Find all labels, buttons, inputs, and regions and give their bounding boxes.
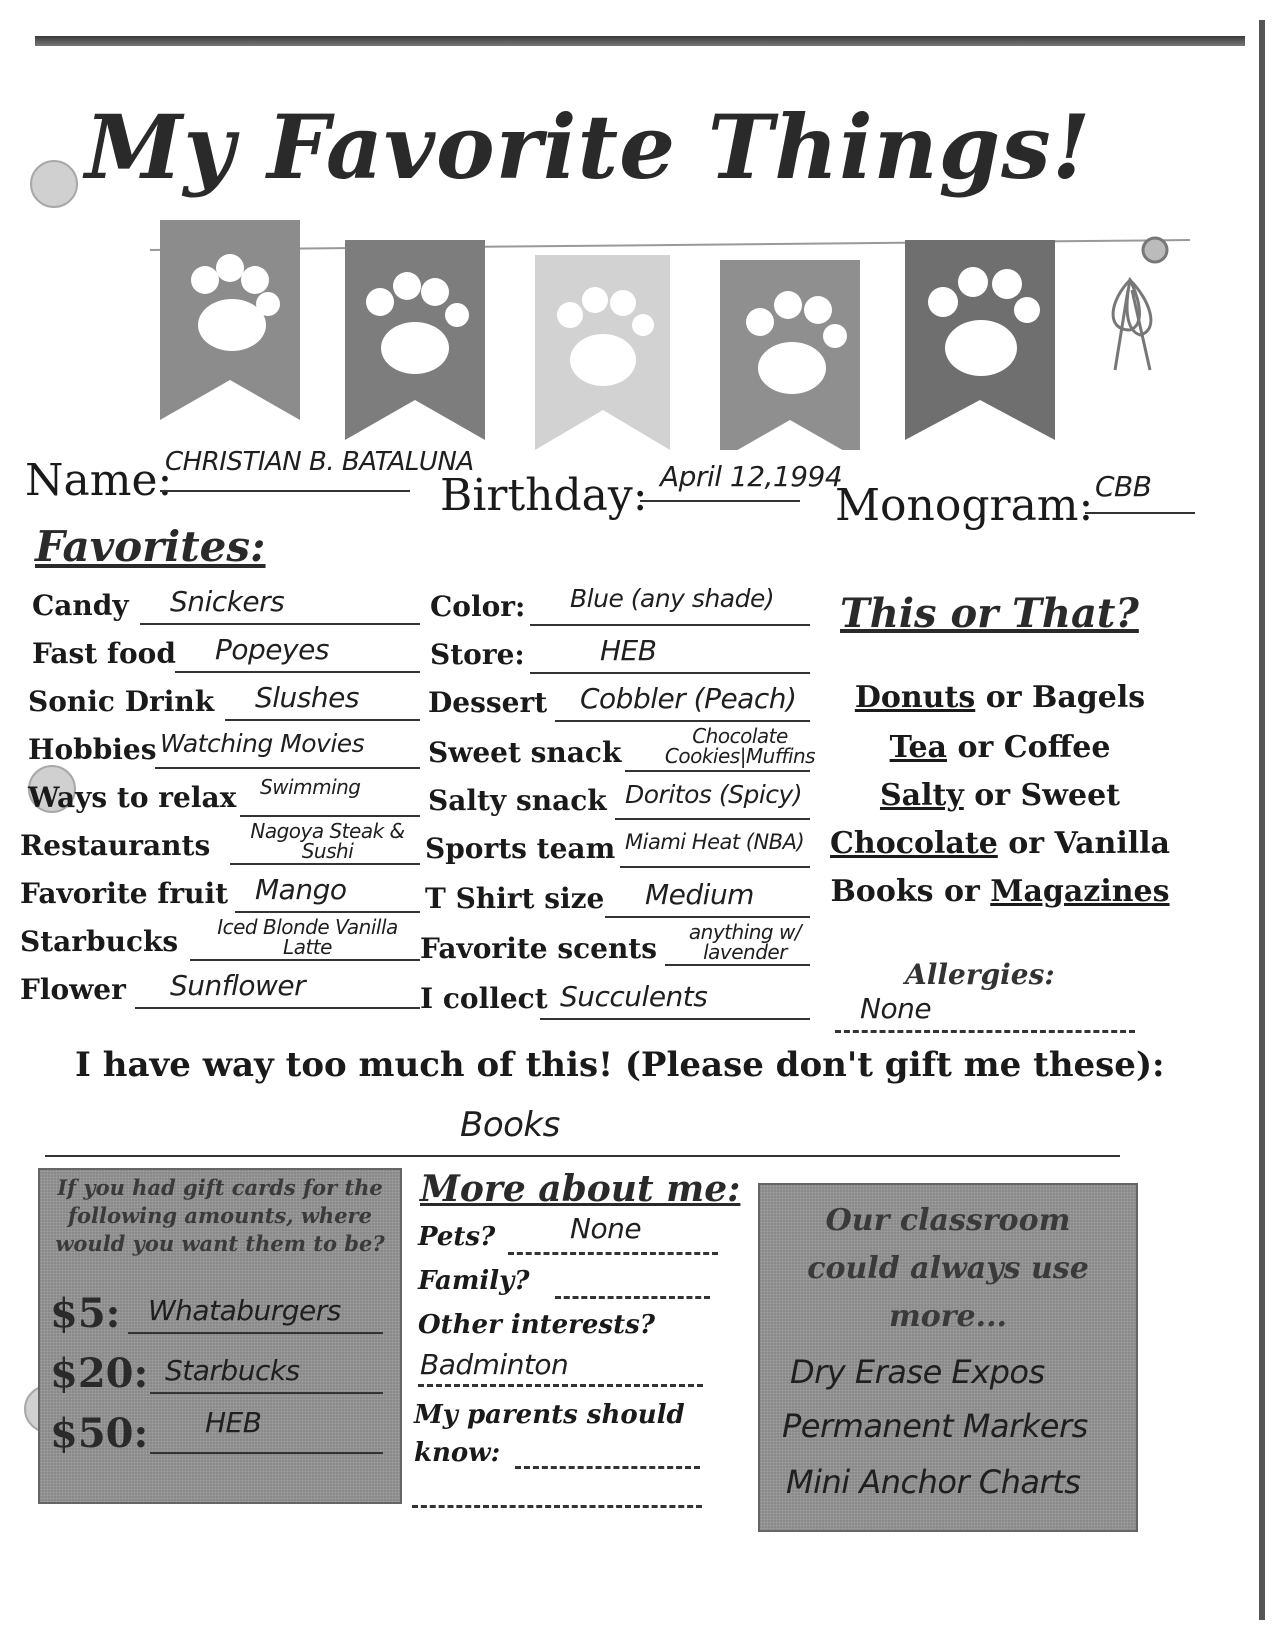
fav-value-scents[interactable]: anything w/ lavender <box>688 920 802 964</box>
choice-coffee[interactable]: Coffee <box>1003 730 1111 765</box>
pair-salty-sweet: Salty or Sweet <box>879 778 1121 813</box>
fav-value-fruit[interactable]: Mango <box>255 873 347 906</box>
fav-line-starbucks <box>190 959 420 961</box>
monogram-underline <box>1085 512 1195 514</box>
fav-line-fastfood <box>175 671 420 673</box>
gift-value-20[interactable]: Starbucks <box>165 1354 300 1387</box>
classroom-item-3[interactable]: Mini Anchor Charts <box>786 1463 1081 1501</box>
classroom-box <box>758 1183 1138 1532</box>
paw-pennant-2 <box>345 240 485 440</box>
gift-card-heading: If you had gift cards for the following amounts, where would you want them to be? <box>55 1175 385 1256</box>
other-interests-field[interactable]: Badminton <box>420 1348 569 1381</box>
fav-label-restaurants: Restaurants <box>20 829 211 862</box>
choice-salty[interactable]: Salty <box>879 778 964 813</box>
classroom-item-1[interactable]: Dry Erase Expos <box>790 1353 1045 1391</box>
fav-line-sports <box>620 866 810 868</box>
parents-dashed-line-2 <box>412 1505 702 1508</box>
pair-tea-coffee: Tea or Coffee <box>889 730 1111 765</box>
fav-line-sonic <box>225 719 420 721</box>
this-or-that-heading: This or That? <box>840 590 1139 637</box>
fav-value-dessert[interactable]: Cobbler (Peach) <box>580 682 797 715</box>
fav-label-fruit: Favorite fruit <box>20 877 229 910</box>
choice-donuts[interactable]: Donuts <box>854 680 976 715</box>
choice-tea[interactable]: Tea <box>889 730 947 765</box>
fav-label-relax: Ways to relax <box>28 781 237 814</box>
fav-value-hobbies[interactable]: Watching Movies <box>160 729 365 758</box>
pets-dashed-line <box>508 1252 718 1255</box>
gift-line-50 <box>150 1452 383 1454</box>
gift-value-5[interactable]: Whataburgers <box>148 1294 341 1327</box>
parents-label[interactable]: My parents should know: <box>414 1400 685 1468</box>
family-dashed-line <box>555 1296 710 1299</box>
choice-books[interactable]: Books <box>830 874 934 909</box>
fav-label-salty: Salty snack <box>428 784 607 817</box>
family-label[interactable]: Family? <box>418 1266 530 1296</box>
fav-value-color[interactable]: Blue (any shade) <box>570 584 775 613</box>
allergies-label: Allergies: <box>905 958 1055 991</box>
classroom-item-2[interactable]: Permanent Markers <box>782 1407 1088 1445</box>
ribbon-bow <box>1113 238 1167 370</box>
fav-label-tshirt: T Shirt size <box>425 882 605 915</box>
more-about-heading: More about me: <box>420 1168 741 1210</box>
fav-value-flower[interactable]: Sunflower <box>170 969 306 1002</box>
monogram-label: Monogram: <box>835 480 1094 531</box>
fav-label-candy: Candy <box>32 589 129 622</box>
fav-label-flower: Flower <box>20 973 126 1006</box>
other-interests-dashed-line <box>418 1384 703 1387</box>
favorites-heading: Favorites: <box>35 522 266 571</box>
allergies-field[interactable]: None <box>860 992 932 1025</box>
fav-line-scents <box>665 964 810 966</box>
gift-card-box <box>38 1168 402 1504</box>
fav-label-dessert: Dessert <box>428 686 548 719</box>
monogram-field[interactable]: CBB <box>1095 470 1152 503</box>
birthday-underline <box>640 500 800 502</box>
fav-line-relax <box>240 815 420 817</box>
fav-label-scents: Favorite scents <box>420 932 658 965</box>
fav-value-sports[interactable]: Miami Heat (NBA) <box>625 830 805 854</box>
choice-sweet[interactable]: Sweet <box>1020 778 1121 813</box>
paw-banner <box>150 210 1210 450</box>
fav-line-restaurants <box>230 863 420 865</box>
gift-amount-50: $50: <box>50 1410 149 1457</box>
other-interests-label: Other interests? <box>418 1310 655 1340</box>
birthday-field[interactable]: April 12,1994 <box>660 460 843 493</box>
fav-value-starbucks[interactable]: Iced Blonde Vanilla Latte <box>217 915 398 959</box>
choice-bagels[interactable]: Bagels <box>1031 680 1146 715</box>
gift-line-20 <box>150 1392 383 1394</box>
fav-line-color <box>530 624 810 626</box>
punch-hole-top <box>30 160 78 208</box>
fav-line-hobbies <box>155 767 420 769</box>
fav-line-salty <box>615 818 810 820</box>
fav-label-color: Color: <box>430 590 526 623</box>
too-much-field[interactable]: Books <box>460 1105 560 1145</box>
parents-dashed-line-1 <box>515 1466 700 1469</box>
paw-pennant-5 <box>905 240 1055 440</box>
fav-line-dessert <box>555 720 810 722</box>
fav-value-candy[interactable]: Snickers <box>170 585 285 618</box>
fav-value-tshirt[interactable]: Medium <box>645 878 754 911</box>
fav-label-fastfood: Fast food <box>32 637 176 670</box>
fav-label-sports: Sports team <box>425 832 616 865</box>
fav-value-collect[interactable]: Succulents <box>560 980 708 1013</box>
fav-line-tshirt <box>605 916 810 918</box>
fav-value-fastfood[interactable]: Popeyes <box>215 633 329 666</box>
fav-label-collect: I collect <box>420 982 548 1015</box>
fav-value-relax[interactable]: Swimming <box>260 775 361 799</box>
fav-value-sweet[interactable]: Chocolate Cookies|Muffins <box>664 724 816 768</box>
paw-pennant-3 <box>535 255 670 450</box>
pets-label: Pets? <box>418 1222 496 1252</box>
fav-line-store <box>530 672 810 674</box>
classroom-heading: Our classroom could always use more... <box>807 1203 1089 1334</box>
too-much-label: I have way too much of this! (Please don't gift me these): <box>75 1045 1165 1085</box>
top-border <box>35 36 1245 46</box>
gift-value-50[interactable]: HEB <box>205 1406 262 1439</box>
fav-line-fruit <box>235 911 420 913</box>
name-label: Name: <box>25 455 173 506</box>
fav-value-store[interactable]: HEB <box>600 634 657 667</box>
paw-pennant-1 <box>160 220 300 420</box>
fav-label-sonic: Sonic Drink <box>28 685 215 718</box>
fav-line-collect <box>540 1018 810 1020</box>
fav-value-restaurants[interactable]: Nagoya Steak & Sushi <box>250 819 405 863</box>
too-much-underline <box>45 1155 1120 1157</box>
fav-label-hobbies: Hobbies <box>28 733 157 766</box>
page-title: My Favorite Things! <box>85 95 1092 199</box>
pair-donuts-bagels: Donuts or Bagels <box>854 680 1146 715</box>
gift-line-5 <box>128 1332 383 1334</box>
pair-books-magazines: Books or Magazines <box>830 874 1170 909</box>
name-field[interactable]: CHRISTIAN B. BATALUNA <box>165 447 474 477</box>
gift-amount-20: $20: <box>50 1350 149 1397</box>
choice-magazines[interactable]: Magazines <box>990 874 1170 909</box>
gift-amount-5: $5: <box>50 1290 121 1337</box>
allergies-dashed-line <box>835 1030 1135 1033</box>
birthday-label: Birthday: <box>440 470 648 521</box>
choice-chocolate[interactable]: Chocolate <box>830 826 998 861</box>
fav-value-salty[interactable]: Doritos (Spicy) <box>625 780 803 809</box>
right-border <box>1259 20 1265 1620</box>
fav-line-flower <box>135 1007 420 1009</box>
paw-pennant-4 <box>720 260 860 450</box>
pair-chocolate-vanilla: Chocolate or Vanilla <box>830 826 1170 861</box>
pets-field[interactable]: None <box>570 1212 642 1245</box>
choice-vanilla[interactable]: Vanilla <box>1054 826 1170 861</box>
fav-label-sweet: Sweet snack <box>428 736 622 769</box>
fav-value-sonic[interactable]: Slushes <box>255 681 359 714</box>
fav-label-starbucks: Starbucks <box>20 925 179 958</box>
name-underline <box>160 490 410 492</box>
fav-line-candy <box>140 623 420 625</box>
fav-label-store: Store: <box>430 638 525 671</box>
fav-line-sweet <box>625 770 810 772</box>
